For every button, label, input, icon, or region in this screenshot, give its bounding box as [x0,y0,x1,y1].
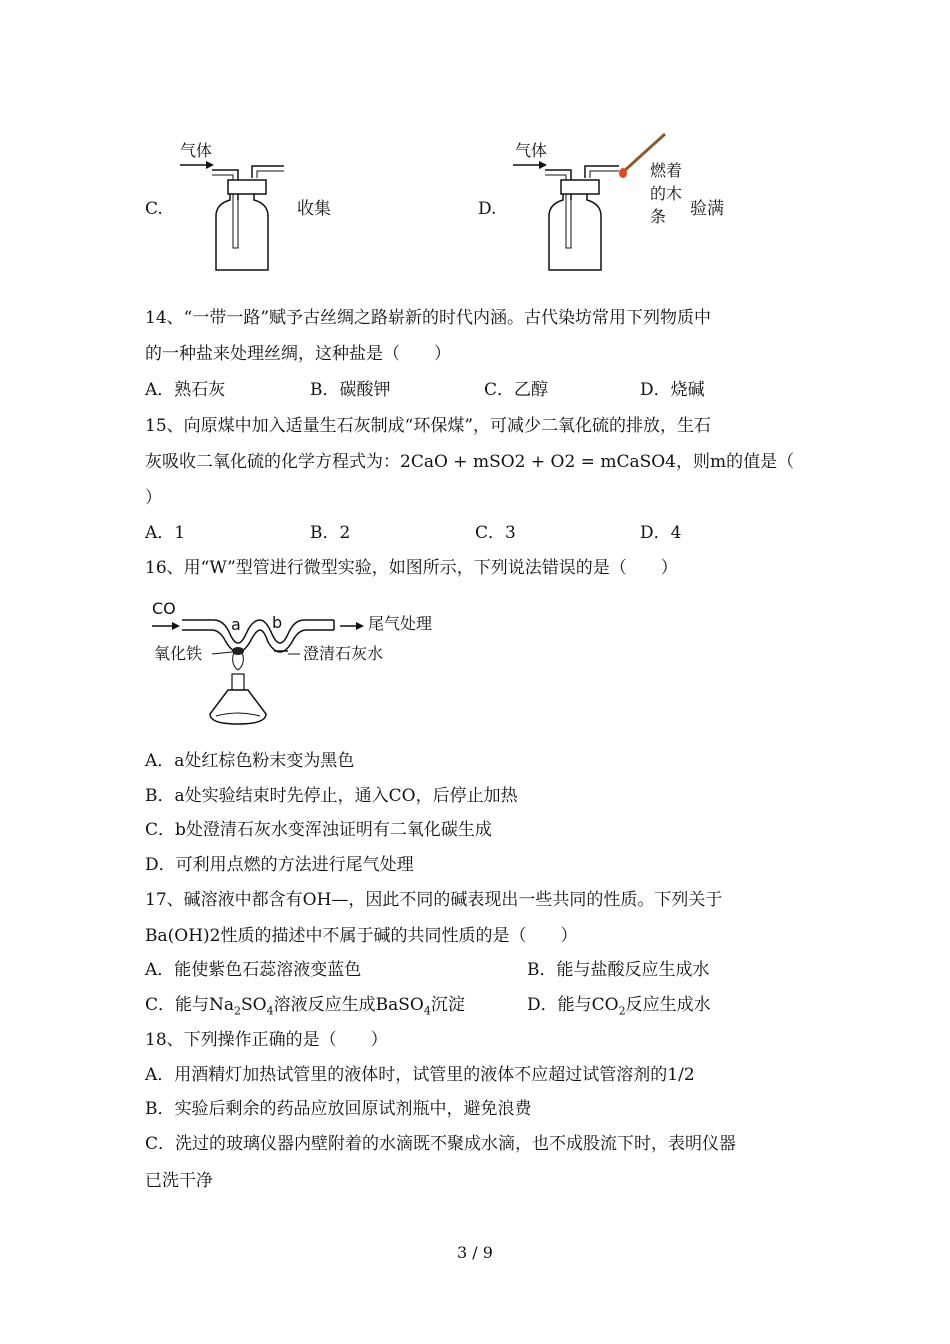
iron-oxide-pointer [212,652,232,654]
q14-stem-line2: 的一种盐来处理丝绸，这种盐是（ ） [145,344,451,364]
fig-a-label: a [231,615,241,634]
q16-stem: 16、用“W”型管进行微型实验，如图所示，下列说法错误的是（ ） [145,558,678,578]
q16-option-b: B．a处实验结束时先停止，通入CO，后停止加热 [145,786,518,806]
fig-limewater-label: 澄清石灰水 [303,644,384,663]
q13-option-c-letter: C. [145,199,163,219]
flame-icon [619,168,627,178]
gas-bottle [216,194,268,270]
inflow-arrowhead [206,161,214,169]
gas-bottle [549,194,601,270]
q13d-stick-label-3: 条 [650,207,667,226]
outflow-arrowhead [356,622,364,630]
q14-option-c: C．乙醇 [484,380,549,400]
q14-stem-line1: 14、“一带一路”赋予古丝绸之路崭新的时代内涵。古代染坊常用下列物质中 [145,308,712,328]
q14-option-a: A．熟石灰 [145,380,226,400]
q18-stem: 18、下列操作正确的是（ ） [145,1030,388,1050]
q18-option-c-line2: 已洗干净 [145,1171,213,1191]
q16-option-c: C．b处澄清石灰水变浑浊证明有二氧化碳生成 [145,820,492,840]
q18-option-b: B．实验后剩余的药品应放回原试剂瓶中，避免浪费 [145,1099,532,1119]
q15-option-d: D．4 [640,523,682,543]
q15-option-c: C．3 [475,523,516,543]
q18-option-a: A．用酒精灯加热试管里的液体时，试管里的液体不应超过试管溶剂的1/2 [145,1065,695,1085]
q17-stem-line1: 17、碱溶液中都含有OH—，因此不同的碱表现出一些共同的性质。下列关于 [145,890,723,910]
co-inflow-arrowhead [172,622,180,630]
alcohol-lamp [210,690,266,724]
q13-option-d-letter: D. [478,199,497,219]
fig-tail-gas-label: 尾气处理 [368,614,433,633]
q13d-stick-label-2: 的木 [650,184,683,203]
q15-option-a: A．1 [145,523,186,543]
q16-option-d: D．可利用点燃的方法进行尾气处理 [145,855,414,875]
fig-co-label: CO [152,599,176,618]
q17-option-d: D．能与$CO_2$反应生成水 [527,995,711,1018]
q13c-gas-label: 气体 [180,141,213,160]
q14-option-d: D．烧碱 [640,380,705,400]
q13-option-d-desc: 验满 [690,199,724,219]
fig-b-label: b [272,613,283,632]
rubber-stopper [561,180,599,194]
page-number: 3 / 9 [457,1243,493,1262]
q16-option-a: A．a处红棕色粉末变为黑色 [145,751,355,771]
fig-iron-oxide-label: 氧化铁 [154,644,203,663]
q18-option-c-line1: C．洗过的玻璃仪器内壁附着的水滴既不聚成水滴，也不成股流下时，表明仪器 [145,1134,737,1154]
rubber-stopper [228,180,266,194]
lamp-wick-holder [232,674,244,690]
q13d-gas-label: 气体 [515,141,548,160]
q15-stem-line1: 15、向原煤中加入适量生石灰制成“环保煤”，可减少二氧化硫的排放，生石 [145,416,712,436]
inflow-arrowhead [539,161,547,169]
outlet-tube-inner [257,171,284,178]
q15-stem-line2: 灰吸收二氧化硫的化学方程式为：2CaO + mSO2 + O2 = mCaSO4，则m的值是（ [145,452,795,472]
q15-stem-line3: ） [145,488,162,508]
q17-option-c: C．能与$Na_2SO_4$溶液反应生成BaSO$_4$沉淀 [145,995,465,1018]
q13d-stick-label-1: 燃着 [650,161,683,180]
q13-option-c-desc: 收集 [297,199,331,219]
q14-option-b: B．碳酸钾 [310,380,391,400]
q15-option-b: B．2 [310,523,351,543]
outlet-tube-inner [590,171,619,178]
q17-option-b: B．能与盐酸反应生成水 [527,960,710,980]
q17-option-a: A．能使紫色石蕊溶液变蓝色 [145,960,362,980]
q17-stem-line2: Ba(OH)2性质的描述中不属于碱的共同性质的是（ ） [145,926,578,946]
